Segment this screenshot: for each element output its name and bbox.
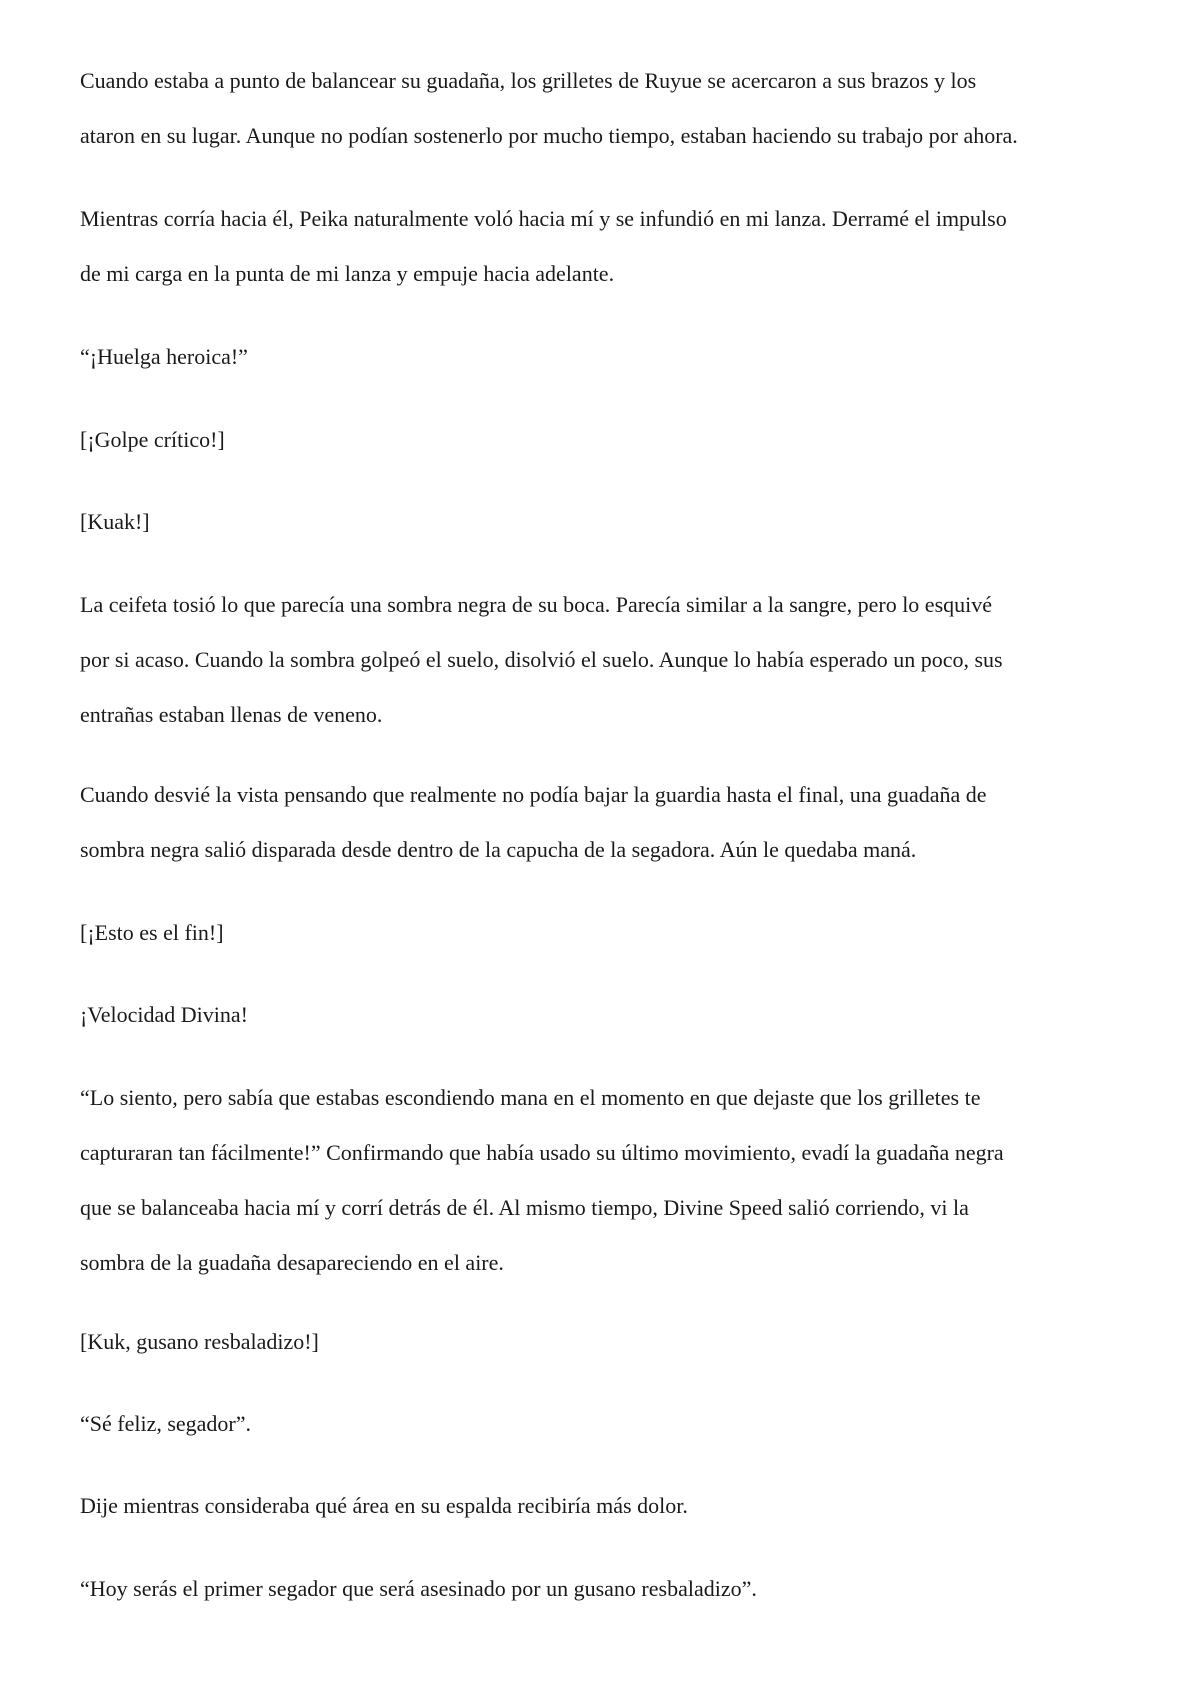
text-line: entrañas estaban llenas de veneno. bbox=[80, 702, 383, 727]
paragraph-5 bbox=[80, 494, 1120, 549]
paragraph-1 bbox=[80, 53, 1120, 163]
paragraph-7 bbox=[80, 767, 1120, 877]
paragraph-2 bbox=[80, 191, 1120, 301]
text-line: “Sé feliz, segador”. bbox=[80, 1411, 252, 1436]
text-line: ataron en su lugar. Aunque no podían sostenerlo por mucho tiempo, estaban haciendo su trabajo por ahora. bbox=[80, 123, 1018, 148]
text-line: “¡Huelga heroica!” bbox=[80, 344, 248, 369]
text-line: [Kuak!] bbox=[80, 509, 150, 534]
paragraph-9 bbox=[80, 987, 1120, 1042]
text-line: “Lo siento, pero sabía que estabas escondiendo mana en el momento en que dejaste que los grilletes te bbox=[80, 1085, 981, 1110]
text-line: de mi carga en la punta de mi lanza y empuje hacia adelante. bbox=[80, 261, 615, 286]
paragraph-10 bbox=[80, 1070, 1120, 1290]
paragraph-4 bbox=[80, 412, 1120, 467]
paragraph-11 bbox=[80, 1314, 1120, 1369]
text-line: Mientras corría hacia él, Peika naturalmente voló hacia mí y se infundió en mi lanza. Derramé el impulso bbox=[80, 206, 1007, 231]
paragraph-13 bbox=[80, 1478, 1120, 1533]
paragraph-6 bbox=[80, 577, 1120, 742]
text-line: Cuando desvié la vista pensando que realmente no podía bajar la guardia hasta el final, una guadaña de bbox=[80, 782, 987, 807]
paragraph-12 bbox=[80, 1396, 1120, 1451]
text-line: capturaran tan fácilmente!” Confirmando que había usado su último movimiento, evadí la guadaña negra bbox=[80, 1140, 1004, 1165]
text-line: ¡Velocidad Divina! bbox=[80, 1002, 248, 1027]
text-line: Cuando estaba a punto de balancear su guadaña, los grilletes de Ruyue se acercaron a sus brazos y los bbox=[80, 68, 977, 93]
text-line: por si acaso. Cuando la sombra golpeó el suelo, disolvió el suelo. Aunque lo había esperado un poco, sus bbox=[80, 647, 1003, 672]
text-line: “Hoy serás el primer segador que será asesinado por un gusano resbaladizo”. bbox=[80, 1576, 757, 1601]
paragraph-14 bbox=[80, 1561, 1120, 1616]
text-line: [Kuk, gusano resbaladizo!] bbox=[80, 1329, 319, 1354]
paragraph-3 bbox=[80, 329, 1120, 384]
paragraph-8 bbox=[80, 905, 1120, 960]
text-line: sombra negra salió disparada desde dentro de la capucha de la segadora. Aún le quedaba maná. bbox=[80, 837, 917, 862]
text-line: [¡Golpe crítico!] bbox=[80, 427, 225, 452]
text-line: Dije mientras consideraba qué área en su espalda recibiría más dolor. bbox=[80, 1493, 688, 1518]
text-line: que se balanceaba hacia mí y corrí detrás de él. Al mismo tiempo, Divine Speed salió corriendo, vi la bbox=[80, 1195, 969, 1220]
text-line: sombra de la guadaña desapareciendo en el aire. bbox=[80, 1250, 504, 1275]
text-line: [¡Esto es el fin!] bbox=[80, 920, 224, 945]
text-line: La ceifeta tosió lo que parecía una sombra negra de su boca. Parecía similar a la sangre, pero lo esquivé bbox=[80, 592, 993, 617]
